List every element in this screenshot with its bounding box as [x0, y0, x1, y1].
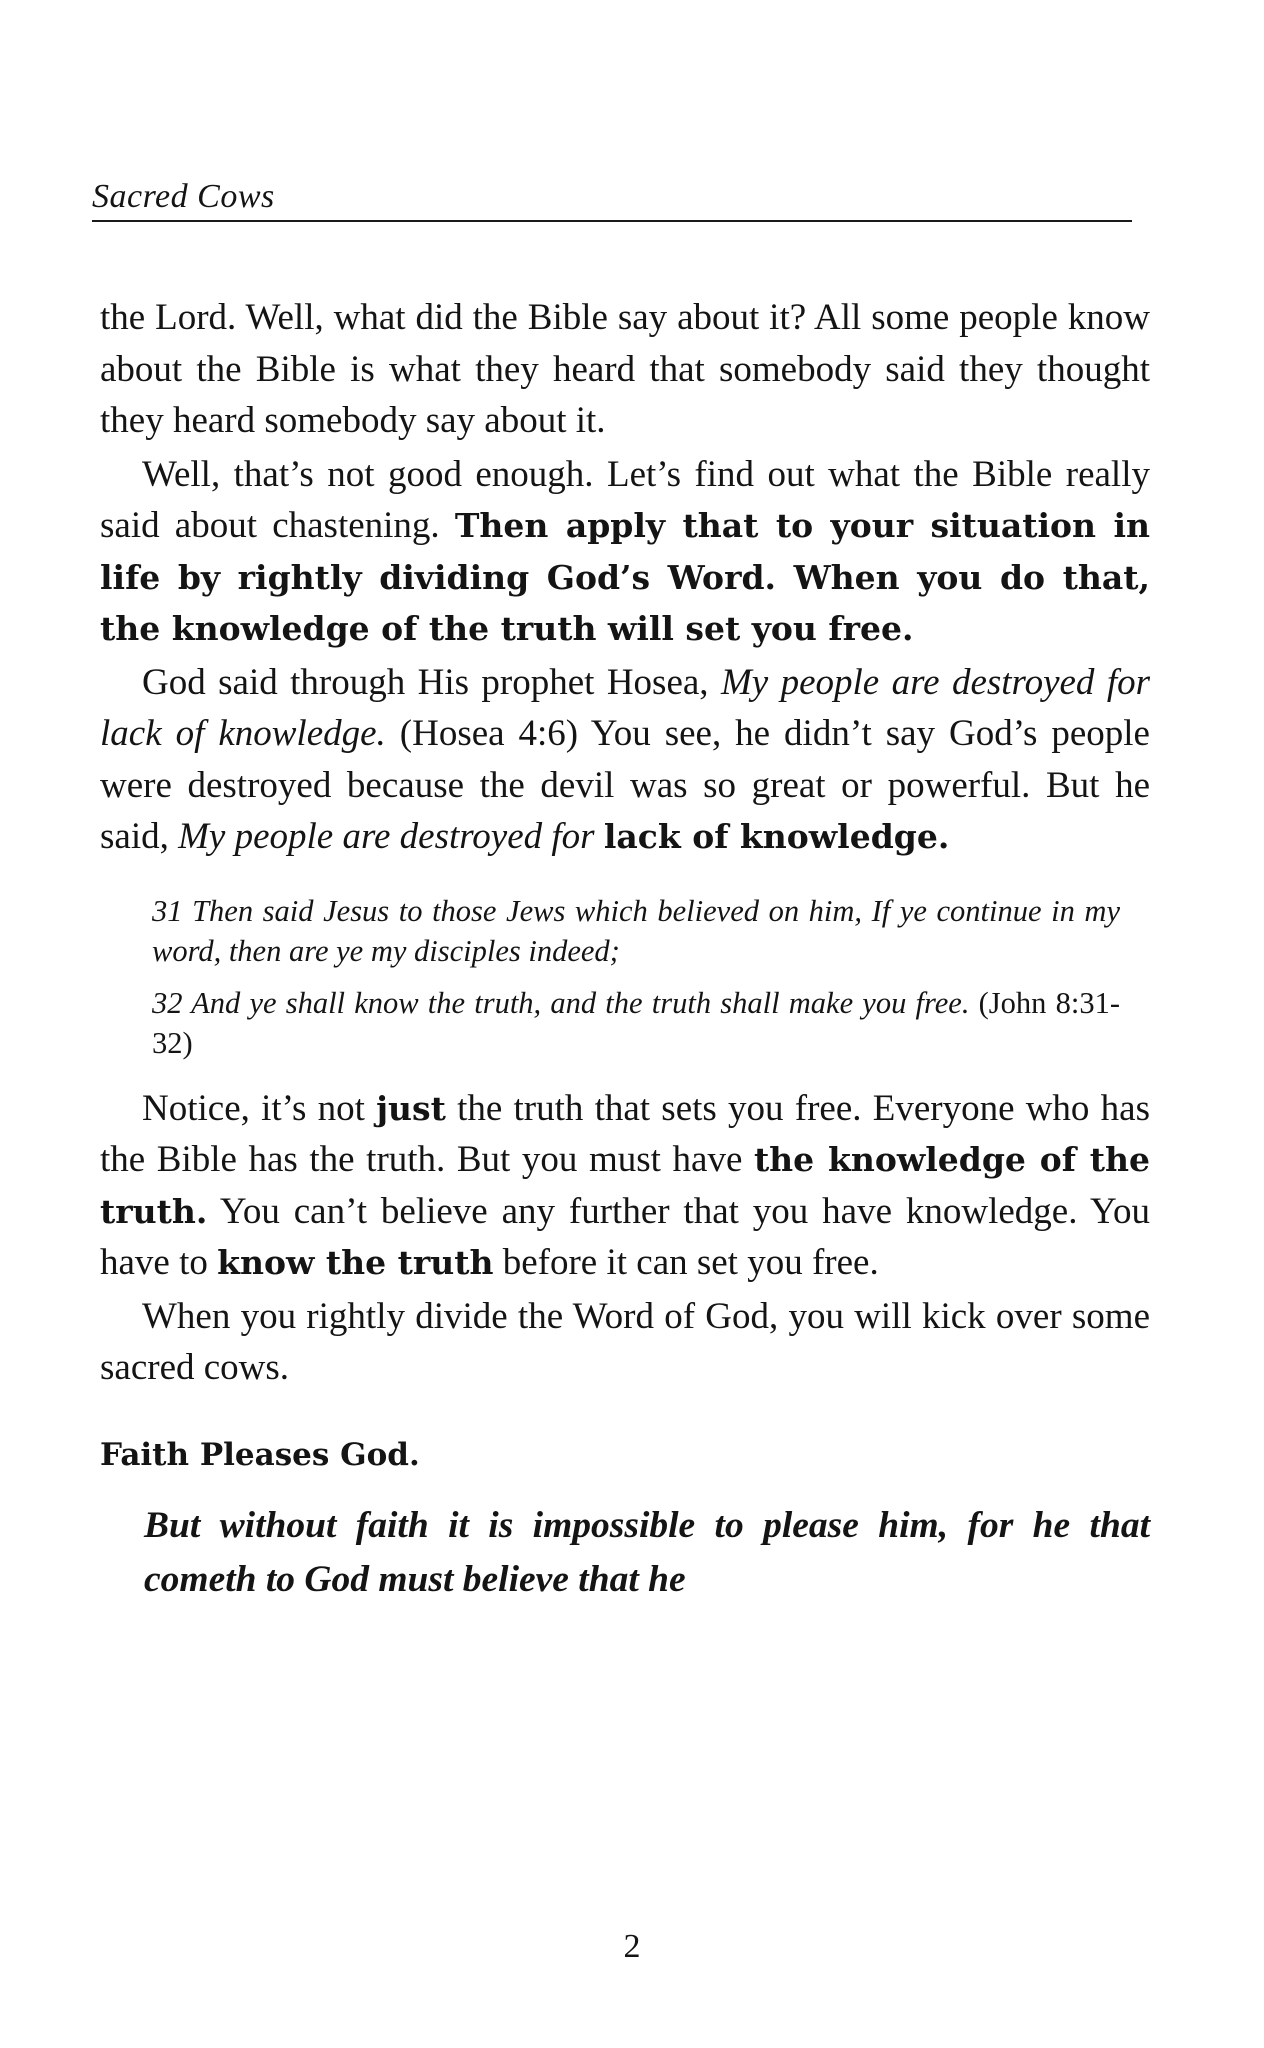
paragraph-5	[100, 1291, 1150, 1394]
paragraph-3-bold: lack of knowledge.	[603, 817, 950, 856]
page-number: 2	[623, 1928, 641, 1965]
section-quote: But without faith it is impossible to please him, for he that cometh to God must believe that he	[144, 1505, 1150, 1600]
paragraph-3-italic-2: My people are destroyed for	[178, 816, 604, 857]
scripture-reference: (John 8:31-32)	[152, 985, 1120, 1060]
paragraph-2-plain: Well, that’s not good enough. Let’s find out what the Bible really said about chastening.	[100, 453, 1150, 546]
paragraph-4-text-b: the truth that sets you free. Everyone who has the Bible has the truth. But you must have	[100, 1087, 1150, 1180]
body-text	[100, 292, 1150, 1607]
scripture-verse-32-text: 32 And ye shall know the truth, and the truth shall make you free.	[152, 985, 970, 1020]
paragraph-1	[100, 292, 1150, 447]
scripture-block	[152, 891, 1120, 1063]
scripture-verse-32	[152, 983, 1120, 1063]
paragraph-2	[100, 449, 1150, 655]
running-title: Sacred Cows	[92, 178, 275, 215]
section-heading: Faith Pleases God.	[100, 1436, 420, 1473]
paragraph-4-text-a: Notice, it’s not	[142, 1087, 377, 1129]
paragraph-4-bold-3: know the truth	[217, 1243, 494, 1282]
paragraph-3-text-a: God said through His prophet Hosea,	[142, 661, 721, 703]
paragraph-4-text-c: You can’t believe any further that you have knowledge. You have to	[100, 1190, 1150, 1283]
paragraph-4-text-d: before it can set you free.	[493, 1242, 879, 1283]
paragraph-1-text: the Lord. Well, what did the Bible say about it? All some people know about the Bible is what they heard that somebody said they thought they heard somebody say about it.	[100, 297, 1150, 441]
paragraph-2-bold: Then apply that to your situation in life by rightly dividing God’s Word. When you do that, the knowledge of the truth will set you free.	[100, 506, 1150, 648]
paragraph-4	[100, 1083, 1150, 1289]
scripture-verse-31: 31 Then said Jesus to those Jews which believed on him, If ye continue in my word, then are ye my disciples indeed;	[152, 893, 1120, 968]
paragraph-3-text-b: (Hosea 4:6) You see, he didn’t say God’s people were destroyed because the devil was so great or powerful. But he said,	[100, 713, 1150, 857]
paragraph-3-italic-1: My people are destroyed for lack of knowledge.	[100, 661, 1151, 754]
paragraph-3	[100, 657, 1150, 863]
paragraph-4-bold-2: the knowledge of the truth.	[100, 1140, 1150, 1231]
running-header	[92, 178, 1132, 222]
paragraph-4-bold-1: just	[376, 1088, 446, 1128]
paragraph-5-text: When you rightly divide the Word of God, you will kick over some sacred cows.	[100, 1295, 1150, 1388]
